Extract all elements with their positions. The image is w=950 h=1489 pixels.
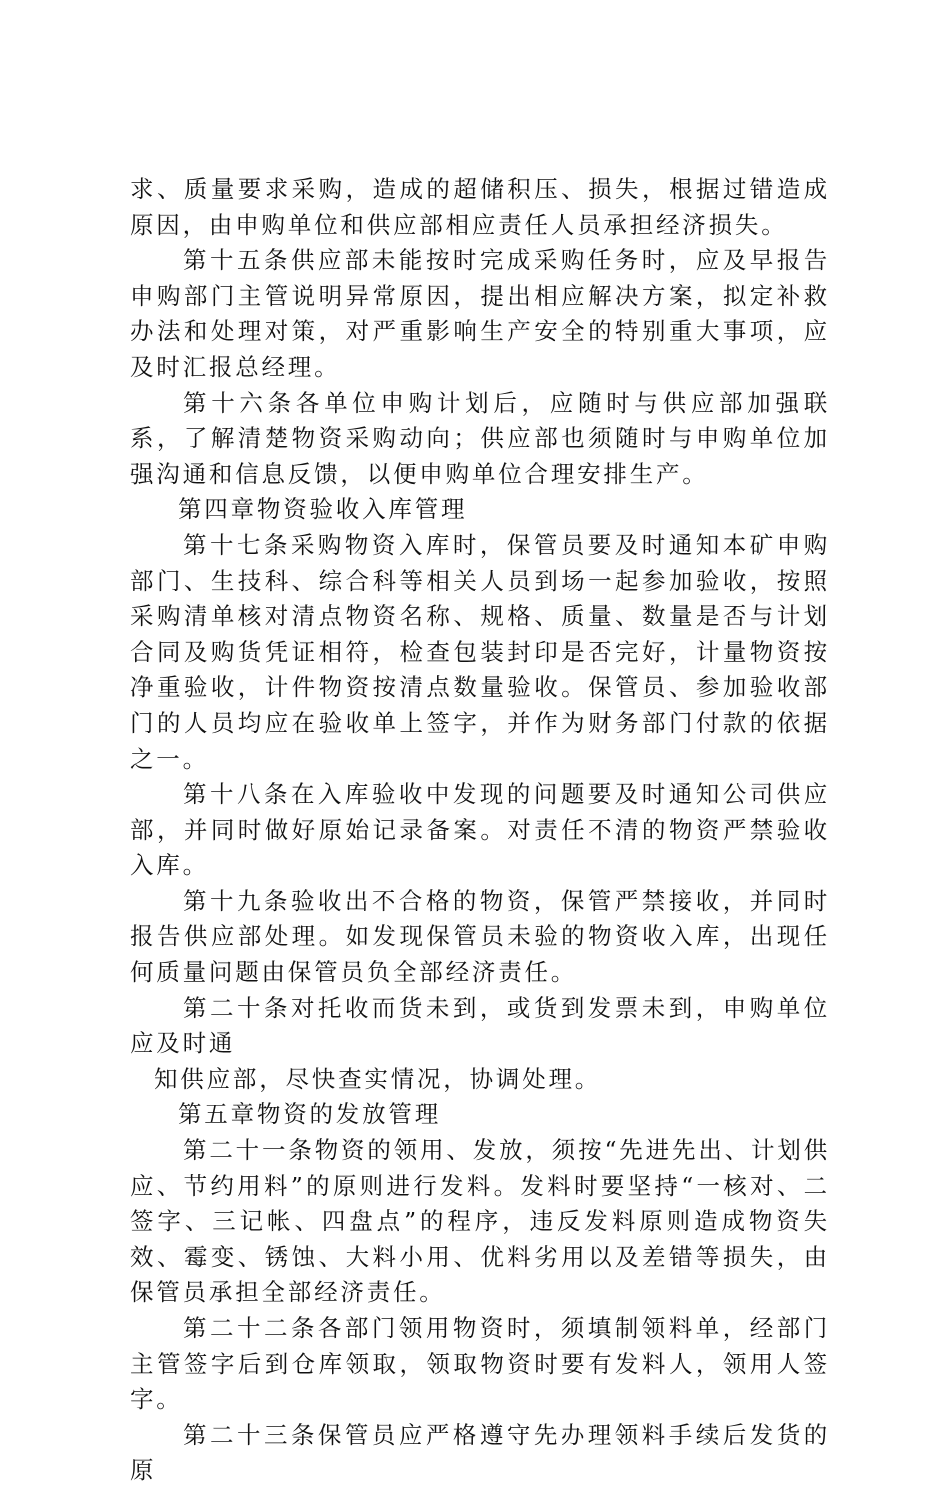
paragraph-article-21: 第二十一条物资的领用、发放，须按“先进先出、计划供应、节约用料”的原则进行发料。发料时要坚持“一核对、二签字、三记帐、四盘点”的程序，违反发料原则造成物资失效、霉变、锈蚀、大料小用、优料劣用以及差错等损失，由保管员承担全部经济责任。 [130,1136,830,1307]
paragraph-article-19: 第十九条验收出不合格的物资，保管严禁接收，并同时报告供应部处理。如发现保管员未验的物资收入库，出现任何质量问题由保管员负全部经济责任。 [130,886,830,987]
paragraph-article-18: 第十八条在入库验收中发现的问题要及时通知公司供应部，并同时做好原始记录备案。对责任不清的物资严禁验收入库。 [130,780,830,880]
paragraph-article-22: 第二十二条各部门领用物资时，须填制领料单，经部门主管签字后到仓库领取，领取物资时要有发料人，领用人签字。 [130,1314,830,1414]
paragraph-article-20-continued: 知供应部，尽快查实情况，协调处理。 [154,1064,602,1093]
paragraph-procurement-loss: 求、质量要求采购，造成的超储积压、损失，根据过错造成原因，由申购单位和供应部相应责任人员承担经济损失。 [130,175,830,239]
chapter-5-heading: 第五章物资的发放管理 [178,1100,441,1129]
paragraph-article-20: 第二十条对托收而货未到，或货到发票未到，申购单位应及时通 [130,993,830,1058]
paragraph-article-16: 第十六条各单位申购计划后，应随时与供应部加强联系，了解清楚物资采购动向；供应部也须随时与申购单位加强沟通和信息反馈，以便申购单位合理安排生产。 [130,388,830,488]
paragraph-article-17: 第十七条采购物资入库时，保管员要及时通知本矿申购部门、生技科、综合科等相关人员到场一起参加验收，按照采购清单核对清点物资名称、规格、质量、数量是否与计划合同及购货凭证相符，检查包装封印是否完好，计量物资按净重验收，计件物资按清点数量验收。保管员、参加验收部门的人员均应在验收单上签字，并作为财务部门付款的依据之一。 [130,530,830,773]
chapter-4-heading: 第四章物资验收入库管理 [178,495,468,524]
paragraph-article-15: 第十五条供应部未能按时完成采购任务时，应及早报告申购部门主管说明异常原因，提出相应解决方案，拟定补救办法和处理对策，对严重影响生产安全的特别重大事项，应及时汇报总经理。 [130,246,830,381]
paragraph-article-23: 第二十三条保管员应严格遵守先办理领料手续后发货的原 [130,1420,830,1485]
document-body [130,172,830,1489]
